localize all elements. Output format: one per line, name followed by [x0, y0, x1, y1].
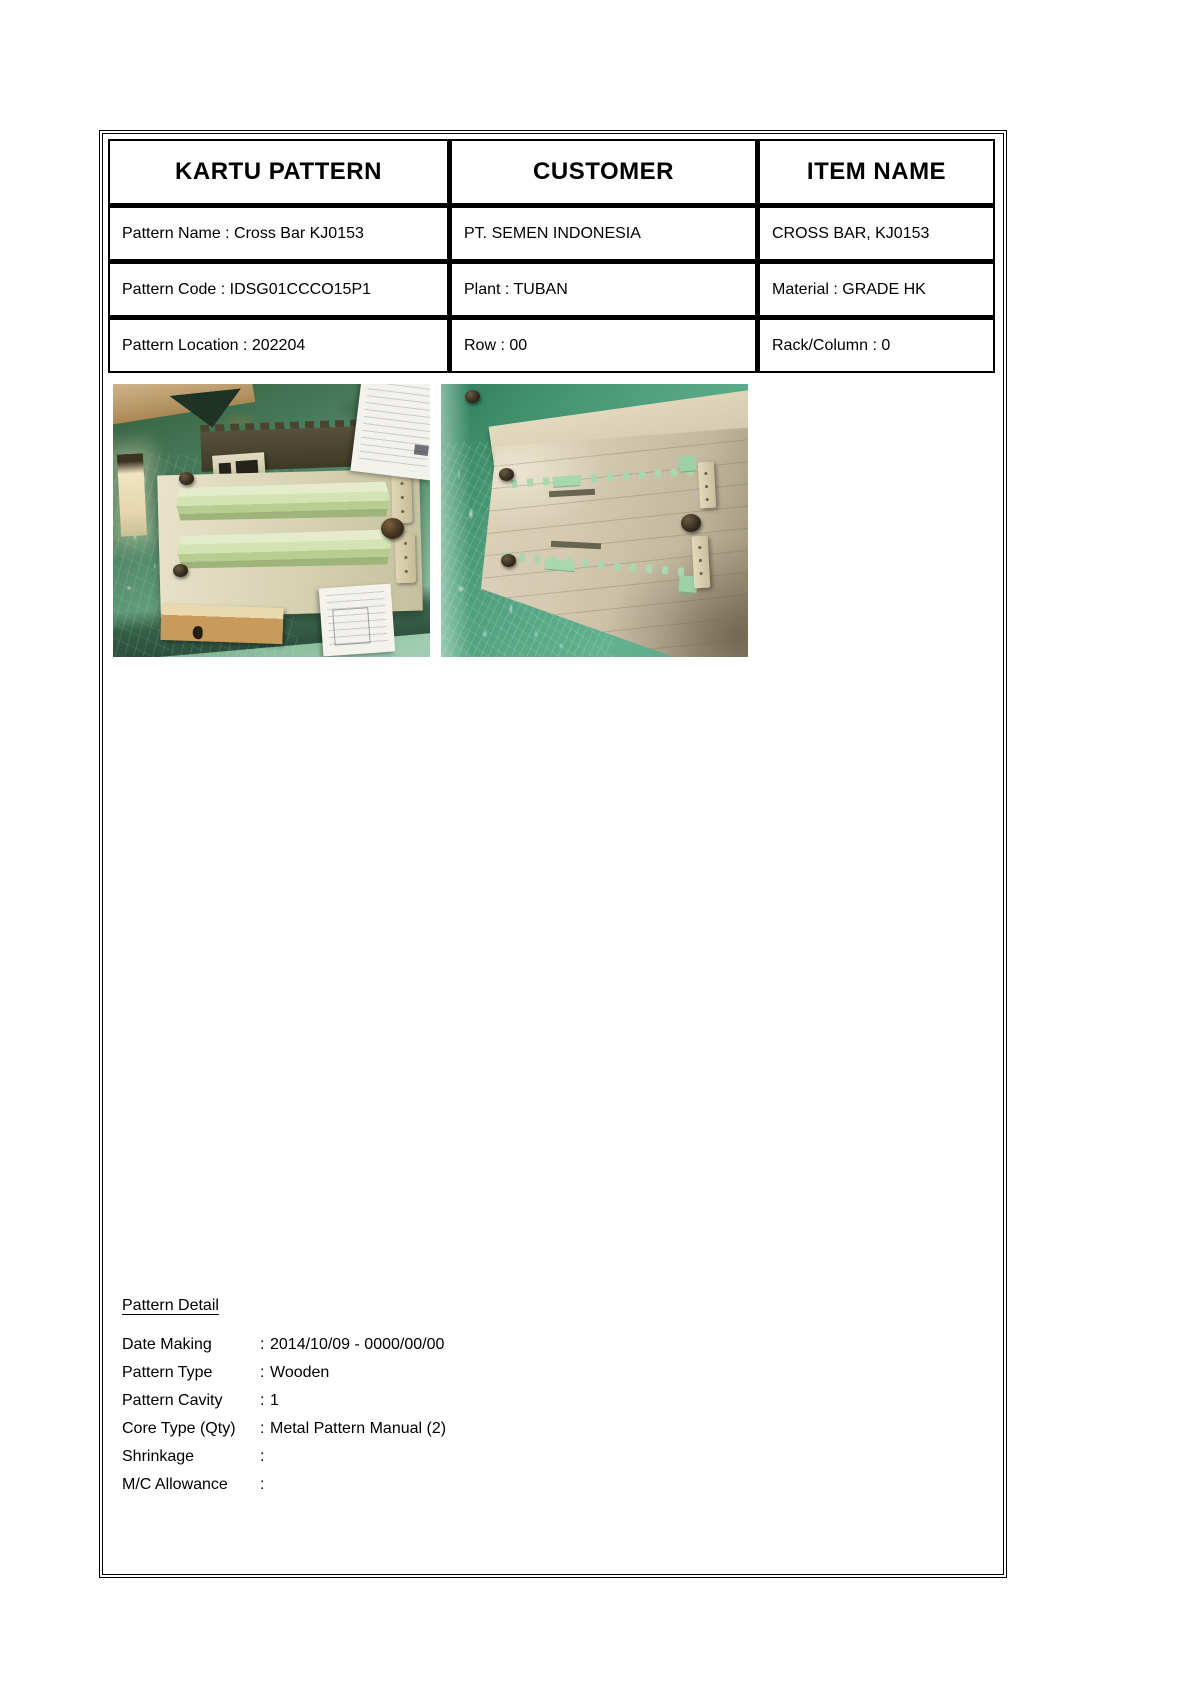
- detail-colon: :: [260, 1420, 265, 1437]
- photo2-core-print-big-upper: [678, 455, 696, 471]
- detail-row-date-making: [122, 1331, 446, 1359]
- detail-label: Core Type (Qty): [122, 1420, 236, 1437]
- header-cell-kartu-pattern: KARTU PATTERN: [110, 141, 447, 203]
- detail-value: Metal Pattern Manual (2): [270, 1420, 447, 1437]
- photo2-knob-left-upper: [499, 468, 514, 481]
- photo1-drawing-sheet-top: [350, 384, 430, 481]
- detail-value: 2014/10/09 - 0000/00/00: [270, 1336, 445, 1353]
- detail-value: 1: [270, 1392, 279, 1409]
- detail-label: Date Making: [122, 1336, 212, 1353]
- cell-plant: Plant : TUBAN: [452, 264, 755, 315]
- photo1-cross-bar-bottom: [177, 529, 392, 570]
- detail-row-pattern-cavity: [122, 1387, 446, 1415]
- pattern-info-table: [108, 139, 995, 373]
- photo2-side-bar-lower: [692, 536, 711, 589]
- photo1-bright-strip: [117, 453, 147, 536]
- detail-row-core-type: [122, 1415, 446, 1443]
- detail-colon: :: [260, 1364, 265, 1381]
- detail-label: Pattern Cavity: [122, 1392, 223, 1409]
- cell-row: Row : 00: [452, 320, 755, 371]
- cell-rack-column: Rack/Column : 0: [760, 320, 993, 371]
- pattern-detail-title: Pattern Detail: [122, 1297, 219, 1314]
- photo2-knob-left-lower: [501, 554, 516, 567]
- cell-pattern-name: Pattern Name : Cross Bar KJ0153: [110, 208, 447, 259]
- photo2-side-bar-upper: [698, 462, 716, 509]
- cell-pattern-location: Pattern Location : 202204: [110, 320, 447, 371]
- detail-label: Shrinkage: [122, 1448, 195, 1465]
- detail-colon: :: [260, 1476, 265, 1493]
- photo-pattern-bars: [113, 384, 430, 657]
- photo2-core-print-long-upper: [553, 475, 581, 487]
- pattern-detail-section: [122, 1297, 446, 1499]
- photo1-drawing-sheet-bottom: [319, 584, 396, 657]
- photo2-knob-top: [465, 390, 480, 403]
- detail-value: Wooden: [270, 1364, 330, 1381]
- cell-material: Material : GRADE HK: [760, 264, 993, 315]
- detail-row-mc-allowance: [122, 1471, 446, 1499]
- detail-row-pattern-type: [122, 1359, 446, 1387]
- photo1-cross-bar-top: [175, 481, 390, 522]
- detail-colon: :: [260, 1448, 265, 1465]
- detail-label: M/C Allowance: [122, 1476, 228, 1493]
- detail-row-shrinkage: [122, 1443, 446, 1471]
- photo1-bottom-planks: [160, 604, 283, 644]
- photo1-knob-left-lower: [173, 564, 188, 577]
- photo1-knob-left-upper: [179, 472, 194, 485]
- photo2-knob-right: [681, 514, 701, 532]
- detail-colon: :: [260, 1336, 265, 1353]
- header-cell-item-name: ITEM NAME: [760, 141, 993, 203]
- kartu-pattern-card: [99, 130, 1007, 1578]
- photo1-bar-end-cap-bottom: [395, 533, 416, 584]
- photo-pattern-plate: [441, 384, 748, 657]
- cell-customer-name: PT. SEMEN INDONESIA: [452, 208, 755, 259]
- photo1-knob-right: [381, 518, 404, 539]
- header-cell-customer: CUSTOMER: [452, 141, 755, 203]
- cell-item-name-value: CROSS BAR, KJ0153: [760, 208, 993, 259]
- detail-label: Pattern Type: [122, 1364, 213, 1381]
- cell-pattern-code: Pattern Code : IDSG01CCCO15P1: [110, 264, 447, 315]
- photo1-bar-end-cap-top: [391, 473, 412, 524]
- detail-colon: :: [260, 1392, 265, 1409]
